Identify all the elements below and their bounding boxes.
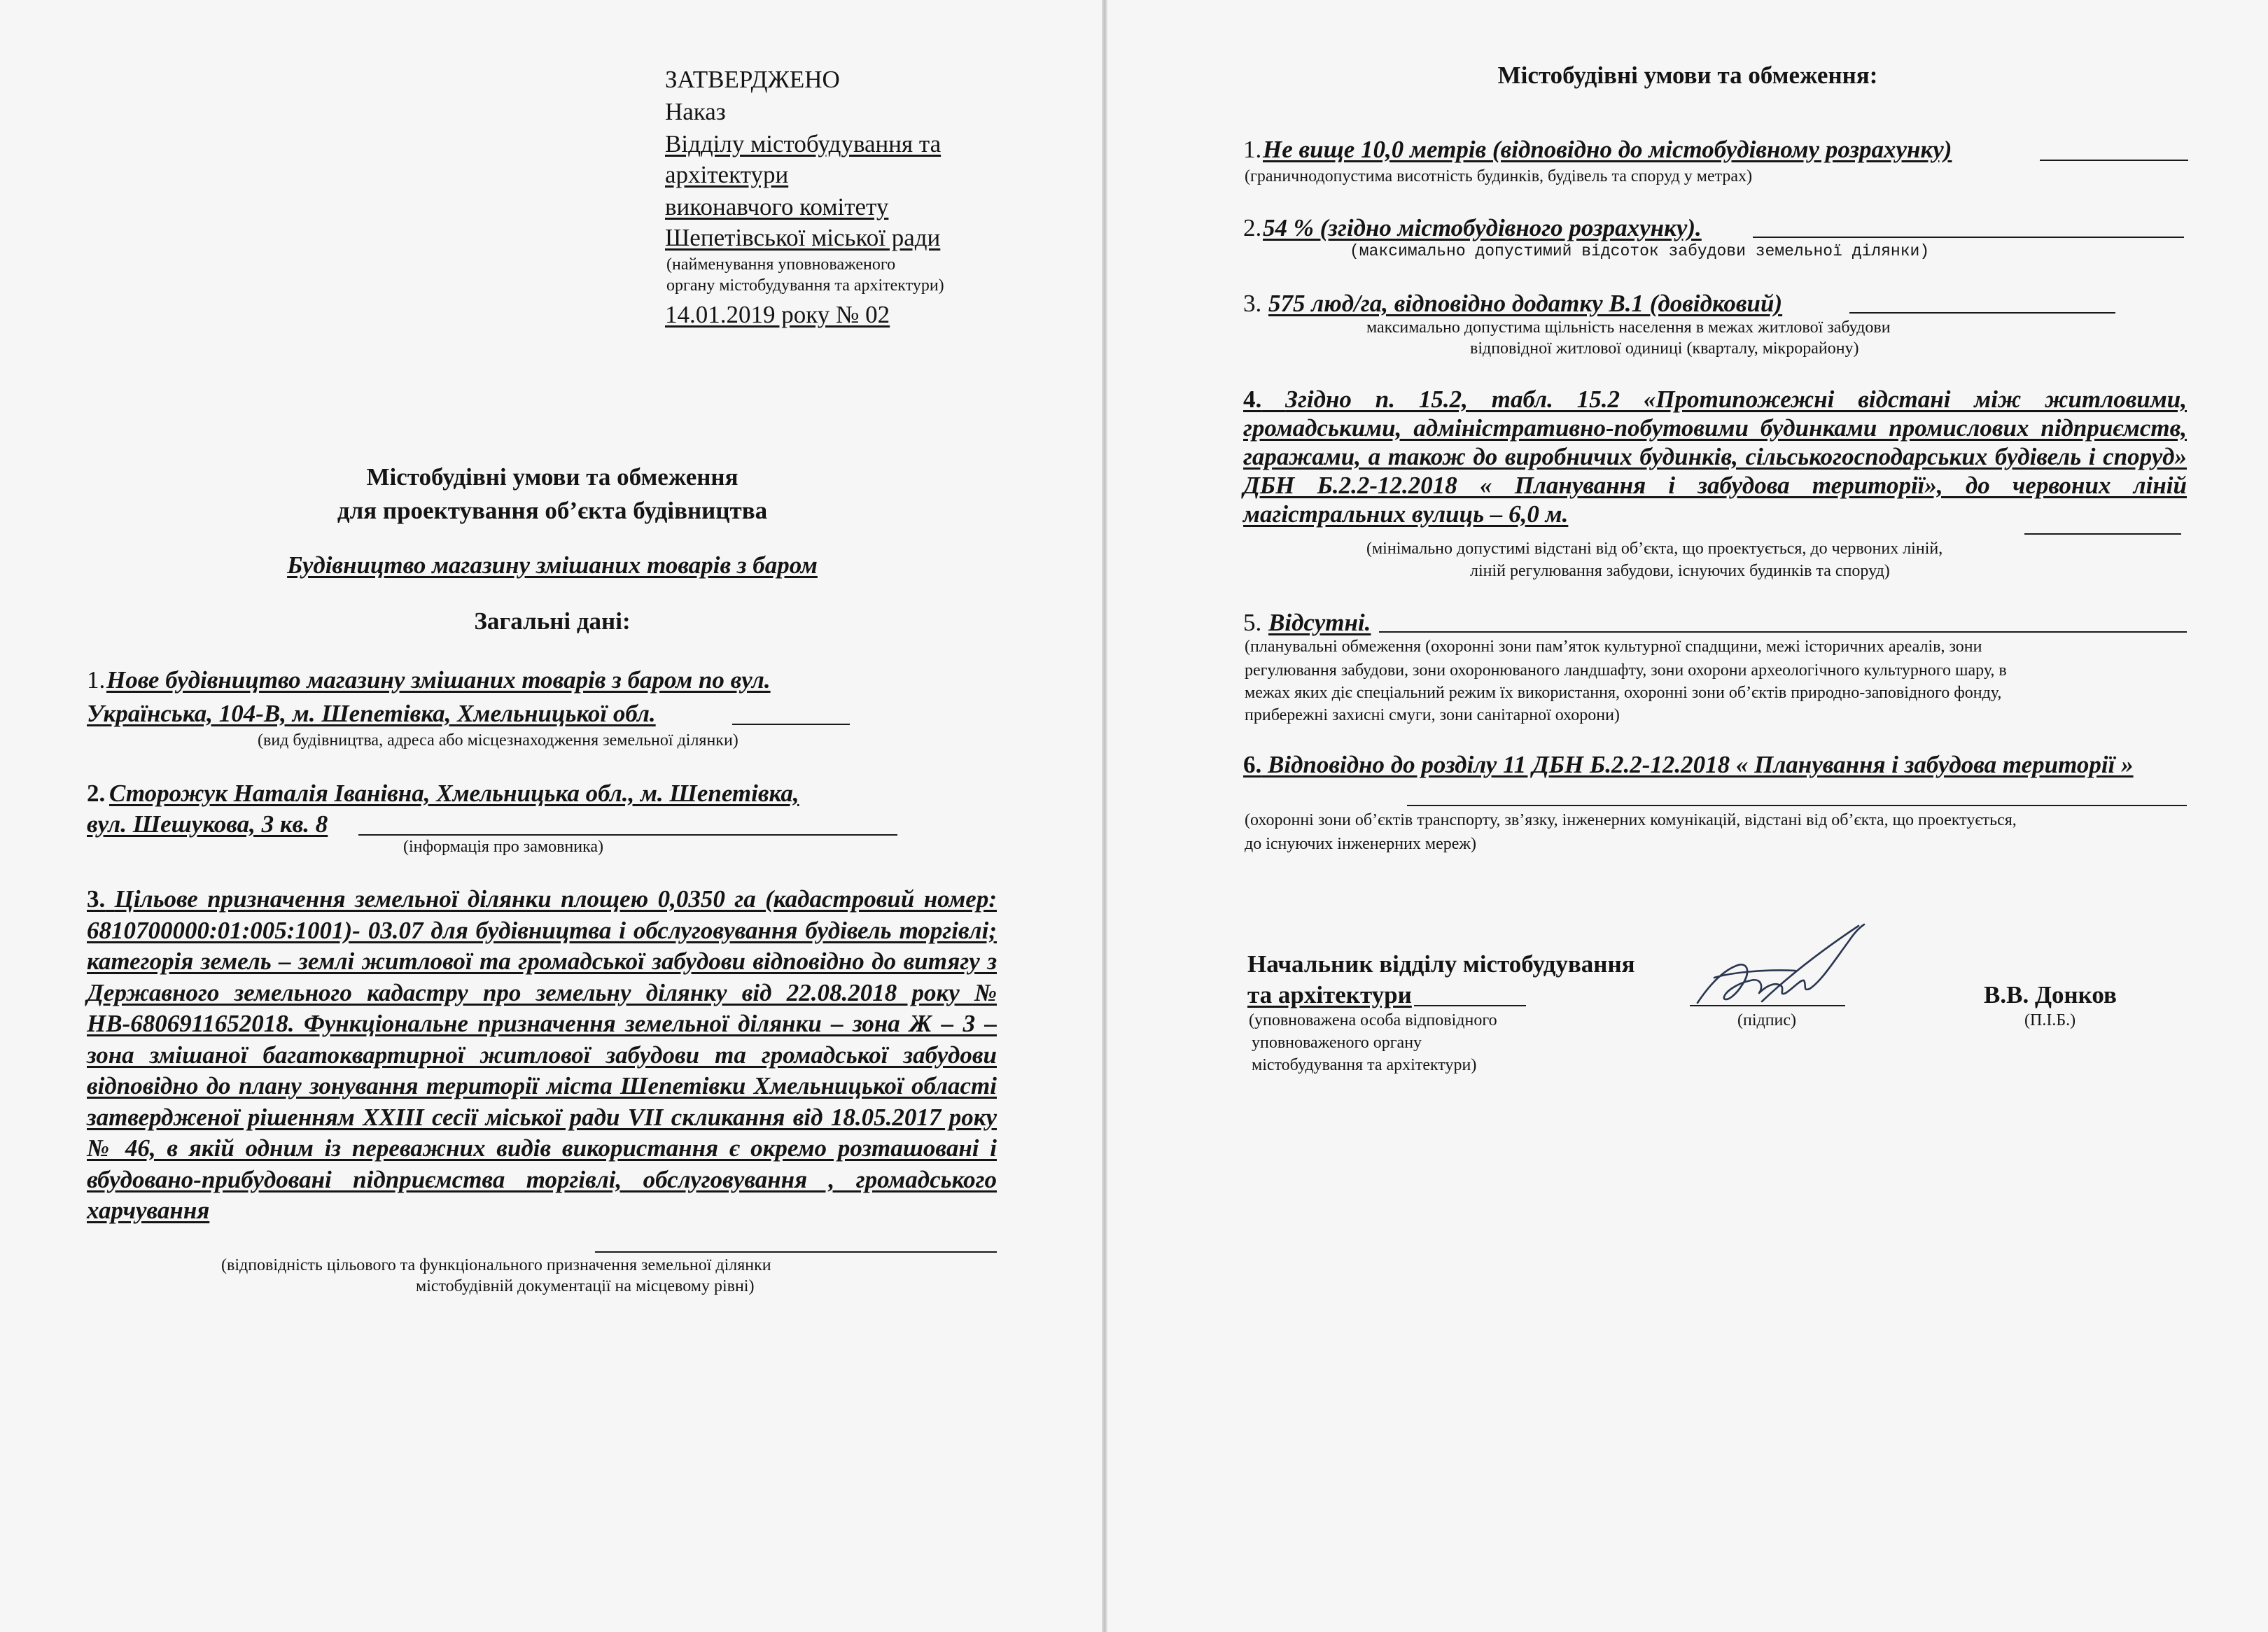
condition-1-number: 1. (1243, 136, 1262, 163)
conditions-heading: Містобудівні умови та обмеження: (1497, 62, 1878, 89)
condition-6-caption-1: (охоронні зони об’єктів транспорту, зв’язку, інженерних комунікацій, відстані від об’єкта, що проектується, (1245, 811, 2017, 829)
condition-5-caption-4: прибережні захисні смуги, зони санітарної охорони) (1245, 706, 1620, 724)
condition-5-caption-2: регулювання забудови, зони охоронюваного ландшафту, зони охорони археологічного культурного шару, в (1245, 661, 2007, 680)
left-page (0, 0, 1105, 1632)
condition-3-underline (1849, 312, 2115, 314)
item-1-line-2: Українська, 104-В, м. Шепетівка, Хмельницької обл. (87, 700, 656, 727)
item-3-underline (595, 1251, 997, 1253)
item-2-line-1: Сторожук Наталія Іванівна, Хмельницька обл., м. Шепетівка, (109, 780, 799, 807)
condition-4-number: 4. (1243, 386, 1262, 413)
approval-committee: виконавчого комітету (665, 193, 889, 220)
condition-6-text: Відповідно до розділу 11 ДБН Б.2.2-12.2018 « Планування і забудова території » (1268, 751, 2134, 778)
item-1-caption: (вид будівництва, адреса або місцезнаходження земельної ділянки) (258, 731, 738, 750)
condition-6-underline (1407, 805, 2187, 806)
item-3-caption-1: (відповідність цільового та функціонального призначення земельної ділянки (221, 1256, 771, 1274)
condition-5-number: 5. (1243, 609, 1262, 636)
approval-caption-2: органу містобудування та архітектури) (666, 276, 944, 295)
item-2-number: 2. (87, 780, 106, 807)
condition-2-caption: (максимально допустимий відсоток забудови земельної ділянки) (1350, 242, 1930, 260)
condition-4-caption-2: ліній регулювання забудови, існуючих будинків та споруд) (1470, 562, 1890, 580)
condition-6-paragraph (1243, 749, 2187, 781)
condition-3-caption-1: максимально допустима щільність населення в межах житлової забудови (1366, 318, 1891, 337)
item-3-paragraph (87, 884, 997, 1227)
condition-4-caption-1: (мінімально допустимі відстані від об’єкта, що проектується, до червоних ліній, (1366, 540, 1943, 558)
item-2-underline (358, 834, 897, 836)
right-page (1107, 0, 2268, 1632)
item-1-number: 1. (87, 666, 106, 694)
doc-heading-1: Містобудівні умови та обмеження (366, 463, 738, 491)
signer-position-1: Начальник відділу містобудування (1247, 950, 1635, 978)
condition-2-text: 54 % (згідно містобудівного розрахунку). (1263, 214, 1702, 241)
approval-caption-1: (найменування уповноваженого (666, 255, 896, 274)
condition-2-number: 2. (1243, 214, 1262, 241)
signer-position-2: та архітектури (1247, 981, 1412, 1008)
condition-6-caption-2: до існуючих інженерних мереж) (1245, 835, 1476, 853)
condition-3-text: 575 люд/га, відповідно додатку В.1 (довідковий) (1268, 290, 1783, 317)
item-2-caption: (інформація про замовника) (403, 838, 604, 856)
doc-heading-2: для проектування об’єкта будівництва (337, 497, 768, 524)
approval-order: Наказ (665, 98, 726, 125)
item-3-number: 3. (87, 885, 106, 913)
approval-date: 14.01.2019 року № 02 (665, 301, 890, 328)
item-2-line-2: вул. Шешукова, 3 кв. 8 (87, 810, 328, 838)
approval-title: ЗАТВЕРДЖЕНО (665, 66, 840, 93)
condition-5-caption-3: межах яких діє спеціальний режим їх використання, охоронні зони об’єктів природно-заповідного фонду, (1245, 684, 2002, 702)
signature-caption: (підпис) (1737, 1011, 1797, 1029)
condition-3-caption-2: відповідної житлової одиниці (кварталу, мікрорайону) (1470, 339, 1859, 358)
item-1-line-1: Нове будівництво магазину змішаних товарів з баром по вул. (106, 666, 771, 694)
condition-5-text: Відсутні. (1268, 609, 1371, 636)
signer-name-caption: (П.І.Б.) (2024, 1011, 2076, 1029)
condition-3-number: 3. (1243, 290, 1262, 317)
condition-4-text: Згідно п. 15.2, табл. 15.2 «Протипожежні відстані між житловими, громадськими, адміністративно-побутовими будинками промислових підприємств, гаражами, а також до виробничих будинків, сільськогосподарських будівель і споруд» ДБН Б.2.2-12.2018 « Планування і забудова території», до червоних ліній магістральних вулиць – 6,0 м. (1243, 386, 2188, 528)
handwritten-signature (1684, 920, 1869, 1017)
signer-caption-1: (уповноважена особа відповідного (1249, 1011, 1497, 1029)
condition-1-caption: (граничнодопустима висотність будинків, будівель та споруд у метрах) (1245, 167, 1753, 185)
general-heading: Загальні дані: (474, 607, 631, 635)
signer-position-underline (1414, 1005, 1526, 1006)
condition-6-number: 6. (1243, 751, 1262, 778)
condition-5-caption-1: (планувальні обмеження (охоронні зони пам’яток культурної спадщини, межі історичних ареалів, зони (1245, 638, 1982, 656)
approval-department: Відділу містобудування та (665, 130, 941, 157)
signer-caption-2: уповноваженого органу (1252, 1034, 1422, 1052)
condition-1-text: Не вище 10,0 метрів (відповідно до містобудівному розрахунку) (1263, 136, 1952, 163)
approval-council: Шепетівської міської ради (665, 224, 941, 251)
condition-1-underline (2040, 160, 2188, 161)
object-name: Будівництво магазину змішаних товарів з баром (287, 551, 818, 579)
approval-architecture: архітектури (665, 161, 789, 188)
item-3-text: Цільове призначення земельної ділянки площею 0,0350 га (кадастровий номер: 6810700000:01:005:1001)- 03.07 для будівництва і обслуговування будівель торгівлі; категорія земель – землі житлової та громадської забудови відповідно до витягу з Державного земельного кадастру про земельну ділянку від 22.08.2018 року № НВ-6806911652018. Функціональне призначення земельної ділянки – зона Ж – 3 – зона змішаної багатоквартирної житлової забудови та громадської забудови відповідно до плану зонування території міста Шепетівки Хмельницької області затвердженої рішенням XXIII сесії міської ради VII скликання від 18.05.2017 року № 46, в якій одним із переважних видів використання є окремо розташовані і вбудовано-прибудовані підприємства торгівлі, обслуговування , громадського харчування (87, 885, 997, 1224)
condition-5-underline (1379, 631, 2187, 633)
item-1-underline (732, 724, 850, 725)
signer-name: В.В. Донков (1984, 981, 2117, 1008)
condition-2-underline (1753, 237, 2184, 238)
condition-4-paragraph (1243, 385, 2187, 528)
signer-caption-3: містобудування та архітектури) (1252, 1056, 1477, 1074)
item-3-caption-2: містобудівній документації на місцевому рівні) (416, 1277, 755, 1295)
condition-4-underline (2024, 533, 2181, 535)
